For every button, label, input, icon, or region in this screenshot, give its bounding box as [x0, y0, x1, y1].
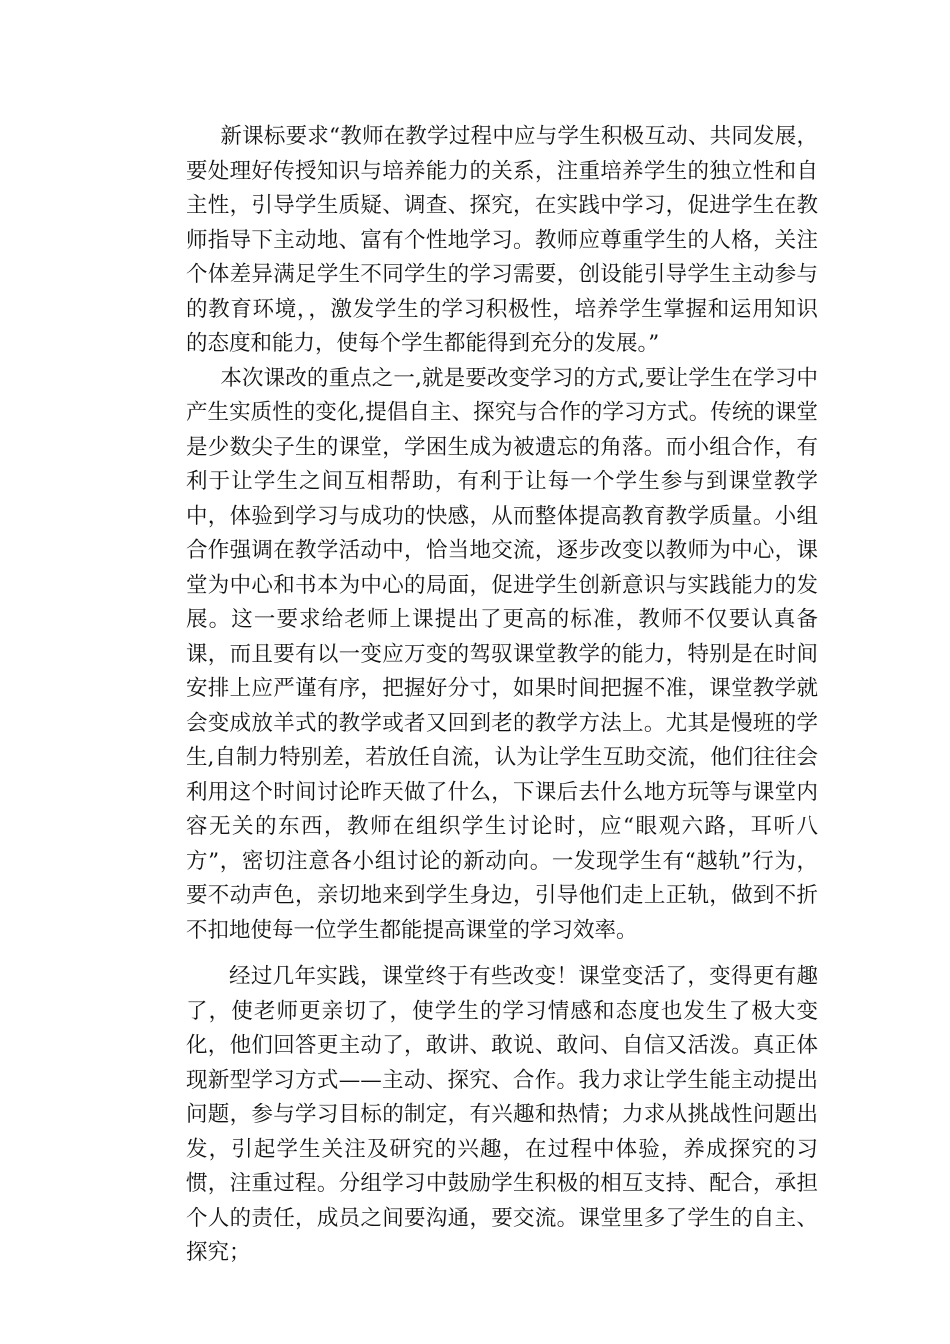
document-body — [186, 120, 818, 1271]
paragraph-curriculum-standard: 新课标要求“教师在教学过程中应与学生积极互动、共同发展，要处理好传授知识与培养能力的关系，注重培养学生的独立性和自主性，引导学生质疑、调查、探究，在实践中学习，促进学生在教师指导下主动地、富有个性地学习。教师应尊重学生的人格，关注个体差异满足学生不同学生的学习需要，创设能引导学生主动参与的教育环境，，激发学生的学习积极性，培养学生掌握和运用知识的态度和能力，使每个学生都能得到充分的发展。” — [186, 124, 818, 356]
paragraph-practice-results: 经过几年实践，课堂终于有些改变！课堂变活了，变得更有趣了，使老师更亲切了，使学生的学习情感和态度也发生了极大变化，他们回答更主动了，敢讲、敢说、敢问、自信又活泼。真正体现新型学习方式——主动、探究、合作。我力求让学生能主动提出问题，参与学习目标的制定，有兴趣和热情；力求从挑战性问题出发，引起学生关注及研究的兴趣，在过程中体验，养成探究的习惯，注重过程。分组学习中鼓励学生积极的相互支持、配合，承担个人的责任，成员之间要沟通，要交流。课堂里多了学生的自主、探究； — [186, 964, 818, 1265]
paragraph-reform-focus: 本次课改的重点之一,就是要改变学习的方式,要让学生在学习中产生实质性的变化,提倡自主、探究与合作的学习方式。传统的课堂是少数尖子生的课堂，学困生成为被遗忘的角落。而小组合作，有利于让学生之间互相帮助，有利于让每一个学生参与到课堂教学中，体验到学习与成功的快感，从而整体提高教育教学质量。小组合作强调在教学活动中，恰当地交流，逐步改变以教师为中心，课堂为中心和书本为中心的局面，促进学生创新意识与实践能力的发展。这一要求给老师上课提出了更高的标准，教师不仅要认真备课，而且要有以一变应万变的驾驭课堂教学的能力，特别是在时间安排上应严谨有序，把握好分寸，如果时间把握不准，课堂教学就会变成放羊式的教学或者又回到老的教学方法上。尤其是慢班的学生,自制力特别差，若放任自流，认为让学生互助交流，他们往往会利用这个时间讨论昨天做了什么，下课后去什么地方玩等与课堂内容无关的东西，教师在组织学生讨论时，应“眼观六路，耳听八方”，密切注意各小组讨论的新动向。一发现学生有“越轨”行为，要不动声色，亲切地来到学生身边，引导他们走上正轨，做到不折不扣地使每一位学生都能提高课堂的学习效率。 — [186, 365, 818, 943]
